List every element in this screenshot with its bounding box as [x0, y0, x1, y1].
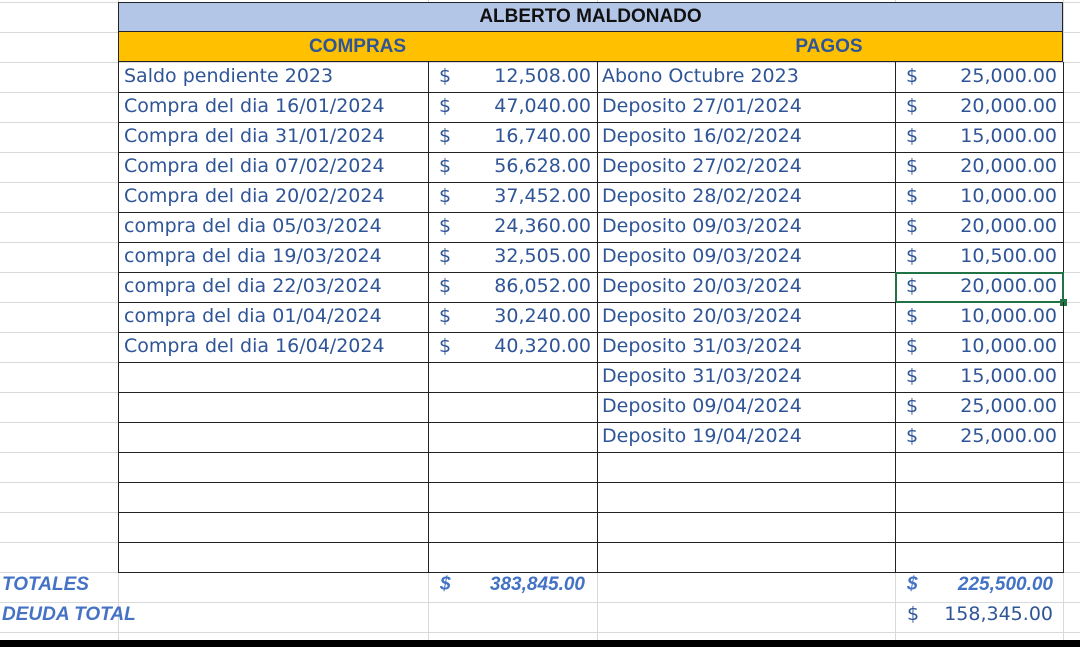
pagos-amount-cell[interactable]	[895, 212, 1064, 243]
compras-amount: 37,452.00	[494, 185, 591, 207]
pagos-desc-cell[interactable]: Deposito 27/02/2024	[597, 152, 896, 183]
pagos-amount: 10,000.00	[960, 335, 1057, 357]
pagos-amount: 20,000.00	[960, 275, 1057, 297]
pagos-amount-cell[interactable]	[895, 452, 1064, 483]
compras-desc-cell[interactable]: Saldo pendiente 2023	[118, 62, 429, 93]
compras-amount-cell[interactable]	[428, 482, 598, 513]
selected-cell[interactable]	[895, 272, 1064, 303]
compras-desc-cell[interactable]	[118, 452, 429, 483]
compras-amount-cell[interactable]	[428, 272, 598, 303]
compras-amount-cell[interactable]	[428, 422, 598, 453]
currency-sign: $	[906, 335, 919, 357]
pagos-desc-cell[interactable]: Deposito 09/03/2024	[597, 242, 896, 273]
compras-desc-cell[interactable]	[118, 482, 429, 513]
currency-sign: $	[906, 305, 919, 327]
pagos-desc-cell[interactable]: Deposito 19/04/2024	[597, 422, 896, 453]
currency-sign: $	[439, 155, 452, 177]
pagos-amount: 20,000.00	[960, 95, 1057, 117]
pagos-desc-cell[interactable]: Deposito 31/03/2024	[597, 362, 896, 393]
currency-sign: $	[906, 425, 919, 447]
pagos-desc-cell[interactable]: Deposito 20/03/2024	[597, 272, 896, 303]
totales-pagos-sign: $	[907, 574, 918, 595]
pagos-amount-cell[interactable]	[895, 242, 1064, 273]
compras-amount-cell[interactable]	[428, 392, 598, 423]
currency-sign: $	[906, 125, 919, 147]
compras-desc-cell[interactable]: Compra del dia 31/01/2024	[118, 122, 429, 153]
currency-sign: $	[906, 395, 919, 417]
compras-desc-cell[interactable]: Compra del dia 16/01/2024	[118, 92, 429, 123]
pagos-amount: 20,000.00	[960, 215, 1057, 237]
pagos-desc-cell[interactable]: Deposito 20/03/2024	[597, 302, 896, 333]
totales-compras-amount[interactable]: 383,845.00	[489, 574, 585, 595]
compras-desc-cell[interactable]	[118, 362, 429, 393]
compras-desc-cell[interactable]	[118, 392, 429, 423]
pagos-desc-cell[interactable]	[597, 542, 896, 573]
compras-amount-cell[interactable]	[428, 62, 598, 93]
currency-sign: $	[439, 305, 452, 327]
currency-sign: $	[439, 125, 452, 147]
currency-sign: $	[439, 65, 452, 87]
pagos-amount-cell[interactable]	[895, 122, 1064, 153]
currency-sign: $	[906, 215, 919, 237]
pagos-amount: 15,000.00	[960, 365, 1057, 387]
pagos-desc-cell[interactable]: Deposito 09/04/2024	[597, 392, 896, 423]
window-bottom-edge	[0, 640, 1080, 647]
pagos-amount-cell[interactable]	[895, 392, 1064, 423]
compras-amount-cell[interactable]	[428, 362, 598, 393]
compras-amount: 86,052.00	[494, 275, 591, 297]
pagos-amount: 25,000.00	[960, 395, 1057, 417]
pagos-amount: 20,000.00	[960, 155, 1057, 177]
currency-sign: $	[439, 215, 452, 237]
pagos-desc-cell[interactable]: Deposito 31/03/2024	[597, 332, 896, 363]
compras-amount: 56,628.00	[494, 155, 591, 177]
compras-desc-cell[interactable]: compra del dia 01/04/2024	[118, 302, 429, 333]
compras-amount: 32,505.00	[494, 245, 591, 267]
compras-desc-cell[interactable]: compra del dia 19/03/2024	[118, 242, 429, 273]
currency-sign: $	[439, 335, 452, 357]
pagos-amount-cell[interactable]	[895, 362, 1064, 393]
pagos-amount-cell[interactable]	[895, 422, 1064, 453]
compras-amount: 40,320.00	[494, 335, 591, 357]
gridline-h	[0, 632, 1080, 633]
compras-amount: 16,740.00	[494, 125, 591, 147]
compras-desc-cell[interactable]: compra del dia 05/03/2024	[118, 212, 429, 243]
currency-sign: $	[439, 245, 452, 267]
compras-amount: 47,040.00	[494, 95, 591, 117]
compras-desc-cell[interactable]: Compra del dia 20/02/2024	[118, 182, 429, 213]
pagos-desc-cell[interactable]: Abono Octubre 2023	[597, 62, 896, 93]
pagos-desc-cell[interactable]	[597, 482, 896, 513]
compras-desc-cell[interactable]	[118, 512, 429, 543]
compras-desc-cell[interactable]: Compra del dia 16/04/2024	[118, 332, 429, 363]
pagos-amount: 10,000.00	[960, 305, 1057, 327]
pagos-amount: 25,000.00	[960, 425, 1057, 447]
compras-amount-cell[interactable]	[428, 512, 598, 543]
compras-amount-cell[interactable]	[428, 212, 598, 243]
pagos-amount-cell[interactable]	[895, 332, 1064, 363]
compras-amount: 30,240.00	[494, 305, 591, 327]
compras-amount-cell[interactable]	[428, 182, 598, 213]
pagos-desc-cell[interactable]	[597, 512, 896, 543]
compras-amount-cell[interactable]	[428, 242, 598, 273]
pagos-amount: 25,000.00	[960, 65, 1057, 87]
compras-amount: 24,360.00	[494, 215, 591, 237]
header-compras[interactable]: COMPRAS	[118, 32, 597, 62]
compras-amount-cell[interactable]	[428, 152, 598, 183]
deuda-total-sign: $	[907, 603, 920, 625]
pagos-amount-cell[interactable]	[895, 302, 1064, 333]
currency-sign: $	[906, 65, 919, 87]
currency-sign: $	[906, 275, 919, 297]
pagos-amount-cell[interactable]	[895, 512, 1064, 543]
pagos-amount-cell[interactable]	[895, 62, 1064, 93]
pagos-amount-cell[interactable]	[895, 182, 1064, 213]
compras-amount-cell[interactable]	[428, 122, 598, 153]
compras-amount-cell[interactable]	[428, 542, 598, 573]
pagos-amount-cell[interactable]	[895, 542, 1064, 573]
deuda-total-amount[interactable]: 158,345.00	[944, 603, 1053, 625]
pagos-amount-cell[interactable]	[895, 152, 1064, 183]
header-pagos[interactable]: PAGOS	[596, 32, 1063, 62]
pagos-amount-cell[interactable]	[895, 482, 1064, 513]
currency-sign: $	[906, 365, 919, 387]
compras-desc-cell[interactable]: Compra del dia 07/02/2024	[118, 152, 429, 183]
currency-sign: $	[439, 185, 452, 207]
compras-desc-cell[interactable]	[118, 542, 429, 573]
compras-desc-cell[interactable]	[118, 422, 429, 453]
compras-amount: 12,508.00	[494, 65, 591, 87]
pagos-desc-cell[interactable]: Deposito 28/02/2024	[597, 182, 896, 213]
pagos-amount: 15,000.00	[960, 125, 1057, 147]
totales-label[interactable]: TOTALES	[2, 574, 89, 595]
pagos-desc-cell[interactable]: Deposito 09/03/2024	[597, 212, 896, 243]
totales-pagos-amount[interactable]: 225,500.00	[957, 574, 1053, 595]
title-cell[interactable]: ALBERTO MALDONADO	[118, 2, 1063, 32]
compras-desc-cell[interactable]: compra del dia 22/03/2024	[118, 272, 429, 303]
totales-compras-sign: $	[440, 574, 451, 595]
compras-amount-cell[interactable]	[428, 332, 598, 363]
currency-sign: $	[439, 275, 452, 297]
currency-sign: $	[439, 95, 452, 117]
currency-sign: $	[906, 155, 919, 177]
compras-amount-cell[interactable]	[428, 302, 598, 333]
currency-sign: $	[906, 245, 919, 267]
compras-amount-cell[interactable]	[428, 452, 598, 483]
currency-sign: $	[906, 95, 919, 117]
pagos-desc-cell[interactable]	[597, 452, 896, 483]
pagos-amount-cell[interactable]	[895, 92, 1064, 123]
currency-sign: $	[906, 185, 919, 207]
compras-amount-cell[interactable]	[428, 92, 598, 123]
pagos-desc-cell[interactable]: Deposito 27/01/2024	[597, 92, 896, 123]
pagos-desc-cell[interactable]: Deposito 16/02/2024	[597, 122, 896, 153]
pagos-amount: 10,000.00	[960, 185, 1057, 207]
pagos-amount: 10,500.00	[960, 245, 1057, 267]
deuda-total-label[interactable]: DEUDA TOTAL	[2, 604, 136, 625]
